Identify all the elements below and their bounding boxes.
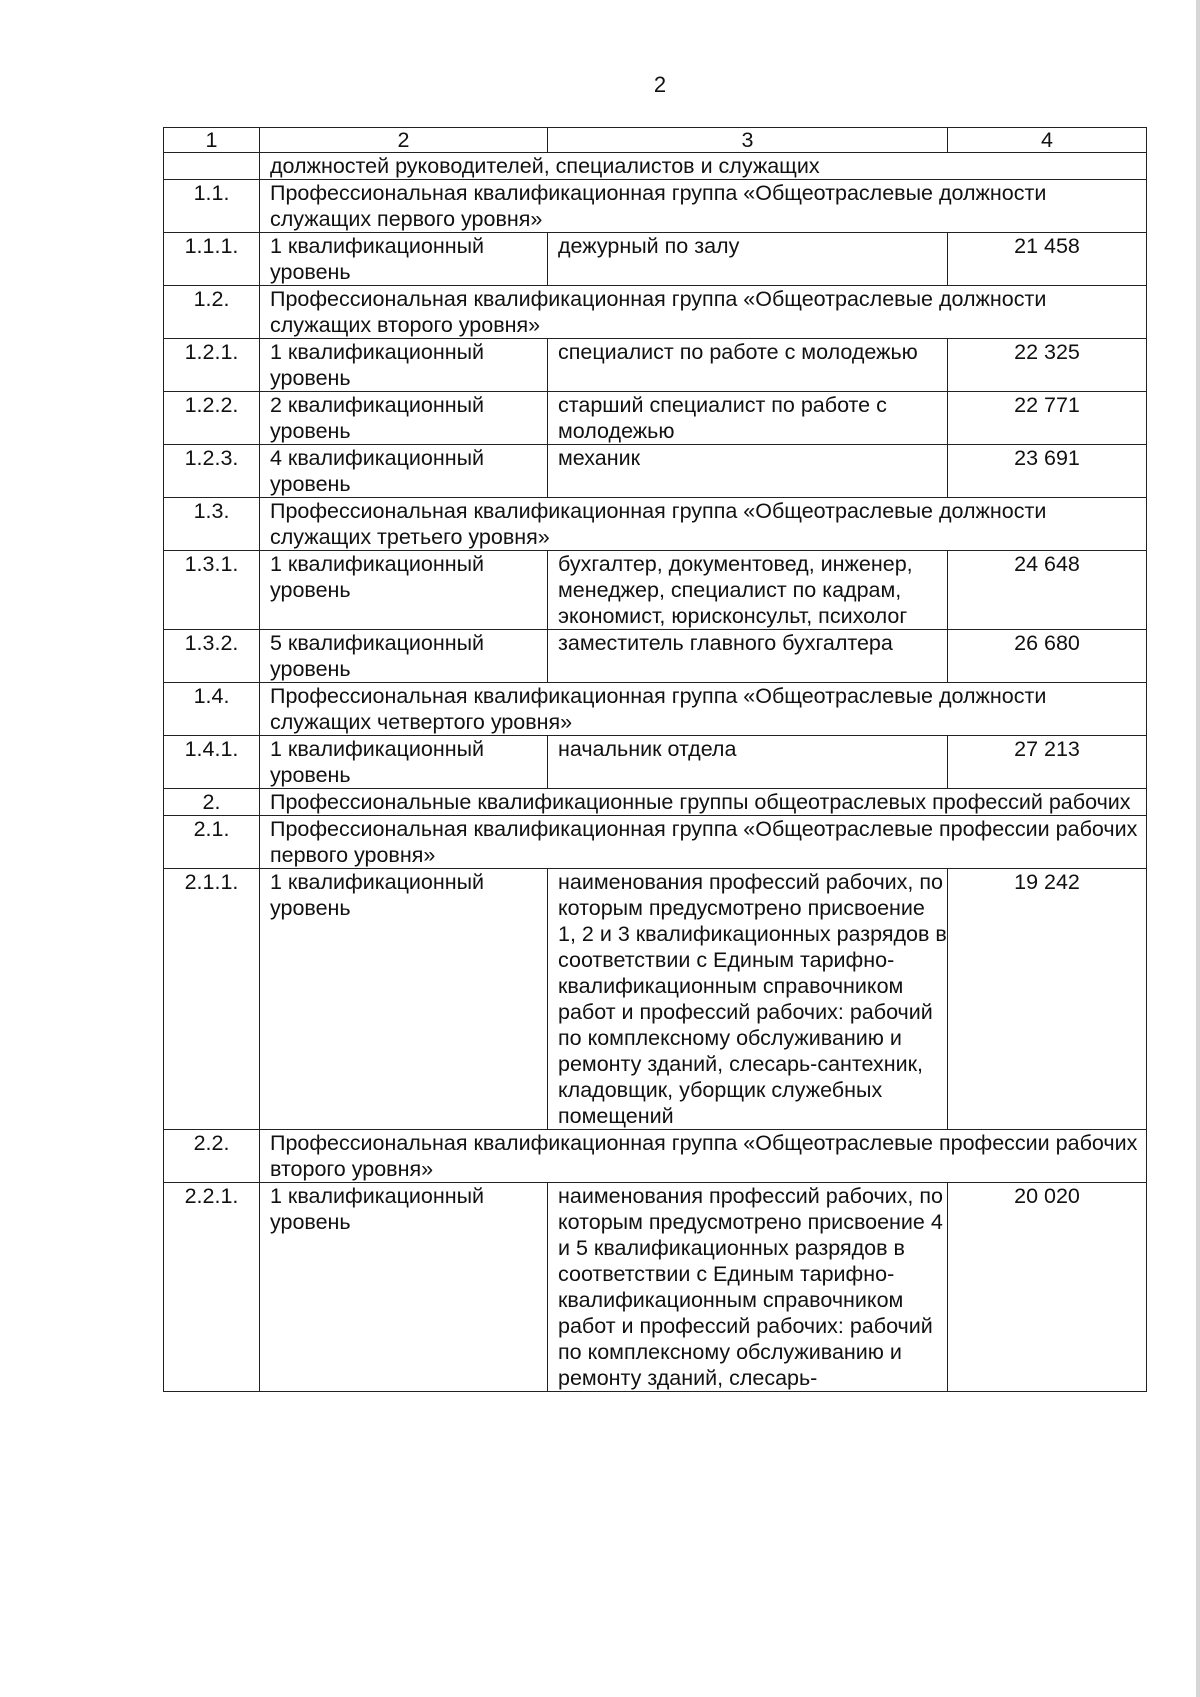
row-number-cell <box>164 153 260 180</box>
table-row <box>164 392 1147 445</box>
row-number-cell: 2.2.1. <box>164 1183 260 1392</box>
salary-amount-cell: 27 213 <box>948 736 1147 789</box>
column-header: 3 <box>548 128 948 153</box>
table-row <box>164 869 1147 1130</box>
qualification-level-cell: 1 квалификационный уровень <box>260 233 548 286</box>
salary-amount-cell: 22 771 <box>948 392 1147 445</box>
column-header: 1 <box>164 128 260 153</box>
qualification-level-cell: 4 квалификационный уровень <box>260 445 548 498</box>
row-number-cell: 1.4.1. <box>164 736 260 789</box>
positions-cell: старший специалист по работе с молодежью <box>548 392 948 445</box>
table-row <box>164 339 1147 392</box>
row-number-cell: 2.2. <box>164 1130 260 1183</box>
table-row <box>164 630 1147 683</box>
table-row <box>164 816 1147 869</box>
row-number-cell: 1.3. <box>164 498 260 551</box>
table-row <box>164 683 1147 736</box>
group-title-cell: Профессиональная квалификационная группа «Общеотраслевые профессии рабочих первого уровня» <box>260 816 1147 869</box>
positions-cell: механик <box>548 445 948 498</box>
table-row <box>164 551 1147 630</box>
row-number-cell: 1.2.3. <box>164 445 260 498</box>
row-number-cell: 1.2. <box>164 286 260 339</box>
table-row <box>164 180 1147 233</box>
row-number-cell: 2. <box>164 789 260 816</box>
salary-amount-cell: 22 325 <box>948 339 1147 392</box>
salary-amount-cell: 20 020 <box>948 1183 1147 1392</box>
group-title-cell: Профессиональная квалификационная группа «Общеотраслевые должности служащих первого уровня» <box>260 180 1147 233</box>
table-row <box>164 1183 1147 1392</box>
row-number-cell: 1.2.2. <box>164 392 260 445</box>
salary-amount-cell: 21 458 <box>948 233 1147 286</box>
salary-amount-cell: 26 680 <box>948 630 1147 683</box>
positions-cell: наименования профессий рабочих, по которым предусмотрено присвоение 4 и 5 квалификационных разрядов в соответствии с Единым тарифно-квалификационным справочником работ и профессий рабочих: рабочий по комплексному обслуживанию и ремонту зданий, слесарь- <box>548 1183 948 1392</box>
group-title-cell: должностей руководителей, специалистов и служащих <box>260 153 1147 180</box>
qualification-level-cell: 1 квалификационный уровень <box>260 869 548 1130</box>
column-header: 2 <box>260 128 548 153</box>
positions-cell: наименования профессий рабочих, по которым предусмотрено присвоение 1, 2 и 3 квалификационных разрядов в соответствии с Единым тарифно-квалификационным справочником работ и профессий рабочих: рабочий по комплексному обслуживанию и ремонту зданий, слесарь-сантехник, кладовщик, уборщик служебных помещений <box>548 869 948 1130</box>
positions-cell: заместитель главного бухгалтера <box>548 630 948 683</box>
page-edge <box>1196 0 1200 1697</box>
row-number-cell: 1.4. <box>164 683 260 736</box>
qualification-level-cell: 5 квалификационный уровень <box>260 630 548 683</box>
table-row <box>164 233 1147 286</box>
row-number-cell: 1.3.1. <box>164 551 260 630</box>
salary-amount-cell: 24 648 <box>948 551 1147 630</box>
table-row <box>164 1130 1147 1183</box>
row-number-cell: 2.1.1. <box>164 869 260 1130</box>
table-row <box>164 498 1147 551</box>
group-title-cell: Профессиональные квалификационные группы общеотраслевых профессий рабочих <box>260 789 1147 816</box>
row-number-cell: 1.1.1. <box>164 233 260 286</box>
qualification-level-cell: 1 квалификационный уровень <box>260 551 548 630</box>
row-number-cell: 1.2.1. <box>164 339 260 392</box>
salary-amount-cell: 19 242 <box>948 869 1147 1130</box>
row-number-cell: 1.1. <box>164 180 260 233</box>
qualification-level-cell: 1 квалификационный уровень <box>260 339 548 392</box>
row-number-cell: 1.3.2. <box>164 630 260 683</box>
page-number: 2 <box>653 72 667 97</box>
table-row <box>164 789 1147 816</box>
salary-table <box>163 127 1147 1392</box>
row-number-cell: 2.1. <box>164 816 260 869</box>
positions-cell: специалист по работе с молодежью <box>548 339 948 392</box>
group-title-cell: Профессиональная квалификационная группа «Общеотраслевые должности служащих второго уровня» <box>260 286 1147 339</box>
column-header: 4 <box>948 128 1147 153</box>
table-row <box>164 445 1147 498</box>
qualification-level-cell: 2 квалификационный уровень <box>260 392 548 445</box>
table-row <box>164 153 1147 180</box>
positions-cell: бухгалтер, документовед, инженер, менеджер, специалист по кадрам, экономист, юрисконсульт, психолог <box>548 551 948 630</box>
qualification-level-cell: 1 квалификационный уровень <box>260 1183 548 1392</box>
positions-cell: дежурный по залу <box>548 233 948 286</box>
qualification-level-cell: 1 квалификационный уровень <box>260 736 548 789</box>
positions-cell: начальник отдела <box>548 736 948 789</box>
table-row <box>164 286 1147 339</box>
table-header-row <box>164 128 1147 153</box>
group-title-cell: Профессиональная квалификационная группа «Общеотраслевые должности служащих четвертого уровня» <box>260 683 1147 736</box>
salary-amount-cell: 23 691 <box>948 445 1147 498</box>
table-row <box>164 736 1147 789</box>
group-title-cell: Профессиональная квалификационная группа «Общеотраслевые профессии рабочих второго уровня» <box>260 1130 1147 1183</box>
group-title-cell: Профессиональная квалификационная группа «Общеотраслевые должности служащих третьего уровня» <box>260 498 1147 551</box>
